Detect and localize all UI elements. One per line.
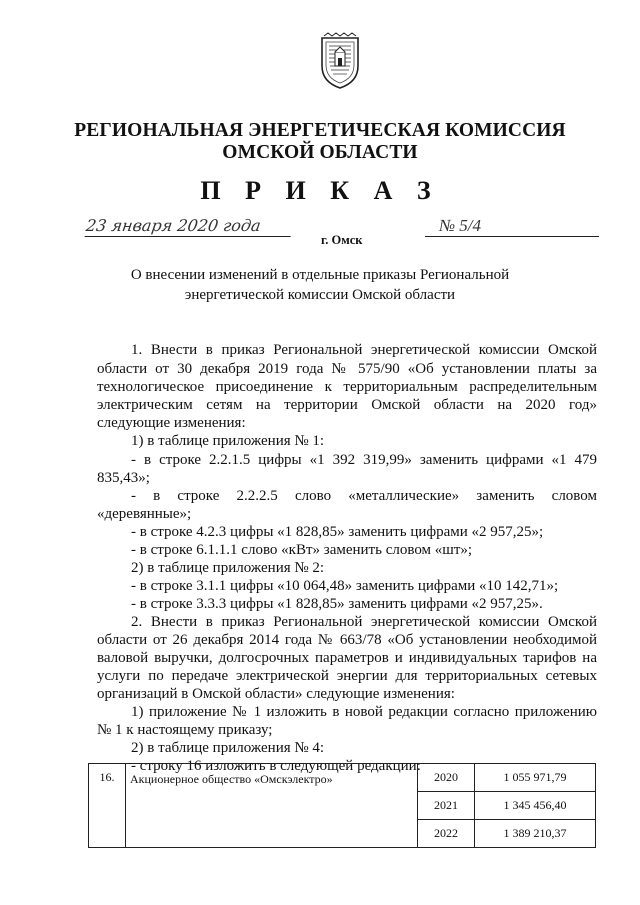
row-number-cell: 16. <box>89 764 126 848</box>
coat-of-arms-emblem <box>318 32 362 90</box>
body-line: области от 30 декабря 2019 года № 575/90 «Об установлении платы за <box>97 361 597 377</box>
body-line: «деревянные»; <box>97 506 192 522</box>
body-line: технологическое присоединение к территориальным распределительным <box>97 379 597 395</box>
body-line: 835,43»; <box>97 470 150 486</box>
document-title: П Р И К А З <box>200 176 440 205</box>
body-line: следующие изменения: <box>97 415 246 431</box>
handwritten-date: 23 января 2020 года <box>85 216 294 237</box>
value-cell: 1 345 456,40 <box>475 792 596 820</box>
tariff-table <box>88 763 596 848</box>
body-line: - в строке 6.1.1.1 слово «кВт» заменить словом «шт»; <box>131 542 473 558</box>
body-line: - в строке 2.2.2.5 слово «металлические» заменить словом <box>131 488 597 504</box>
year-cell: 2020 <box>418 764 475 792</box>
body-line: 1. Внести в приказ Региональной энергетической комиссии Омской <box>131 342 597 358</box>
body-line: 2) в таблице приложения № 2: <box>131 560 325 576</box>
body-line: услуги по передаче электрической энергии для территориальных сетевых <box>97 668 597 684</box>
body-line: - строку 16 изложить в следующей редакции: <box>131 758 421 774</box>
body-line: 2. Внести в приказ Региональной энергетической комиссии Омской <box>131 614 597 630</box>
value-cell: 1 055 971,79 <box>475 764 596 792</box>
subject-line2: энергетической комиссии Омской области <box>184 287 456 303</box>
organization-cell: Акционерное общество «Омскэлектро» <box>126 764 418 848</box>
table-row <box>89 764 596 792</box>
order-number <box>425 216 599 237</box>
body-line: - в строке 4.2.3 цифры «1 828,85» заменить цифрами «2 957,25»; <box>131 524 544 540</box>
year-cell: 2021 <box>418 792 475 820</box>
value-cell: 1 389 210,37 <box>475 820 596 848</box>
year-cell: 2022 <box>418 820 475 848</box>
body-line: № 1 к настоящему приказу; <box>97 722 273 738</box>
body-line: - в строке 3.1.1 цифры «10 064,48» заменить цифрами «10 142,71»; <box>131 578 559 594</box>
body-line: электрическим сетям на территории Омской области на 2020 год» <box>97 397 597 413</box>
body-line: валовой выручки, долгосрочных параметров и индивидуальных тарифов на <box>97 650 597 666</box>
body-line: 1) приложение № 1 изложить в новой редакции согласно приложению <box>131 704 597 720</box>
organization-name-line2: ОМСКОЙ ОБЛАСТИ <box>222 142 418 163</box>
order-number-text: № 5/4 <box>439 216 482 235</box>
body-line: 2) в таблице приложения № 4: <box>131 740 325 756</box>
body-line: организаций в Омской области» следующие изменения: <box>97 686 455 702</box>
body-line: - в строке 3.3.3 цифры «1 828,85» заменить цифрами «2 957,25». <box>131 596 543 612</box>
organization-name-line1: РЕГИОНАЛЬНАЯ ЭНЕРГЕТИЧЕСКАЯ КОМИССИЯ <box>74 120 566 141</box>
body-line: 1) в таблице приложения № 1: <box>131 433 325 449</box>
body-line: - в строке 2.2.1.5 цифры «1 392 319,99» заменить цифрами «1 479 <box>131 452 597 468</box>
city-label: г. Омск <box>321 233 363 247</box>
subject-line1: О внесении изменений в отдельные приказы Региональной <box>130 267 510 283</box>
body-line: области от 26 декабря 2014 года № 663/78 «Об установлении необходимой <box>97 632 597 648</box>
